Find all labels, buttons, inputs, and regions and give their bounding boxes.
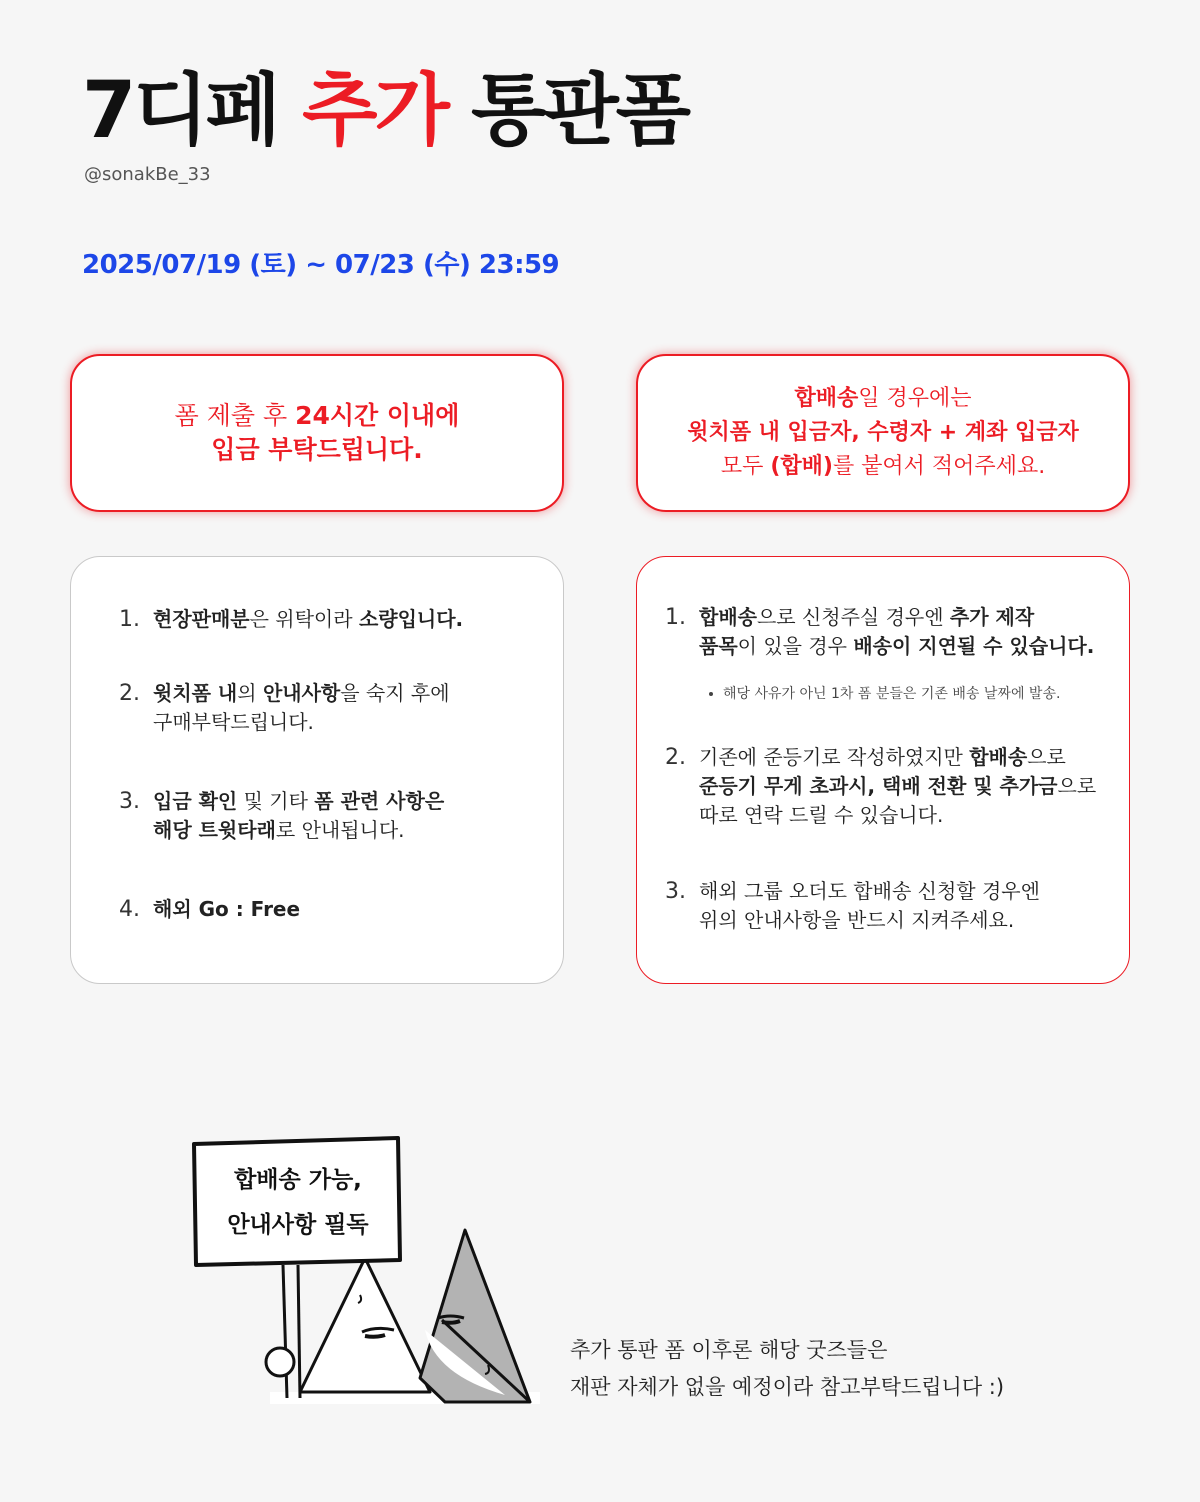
text-bold: 해외 Go : Free	[153, 897, 301, 921]
list-item-line	[699, 603, 1094, 661]
combined-notice-text-a: 모두	[720, 454, 771, 479]
text-bold: 입금 확인	[153, 789, 238, 813]
author-handle: @sonakBe_33	[84, 164, 211, 185]
combined-shipping-info-card	[636, 556, 1130, 984]
list-number: 3.	[665, 879, 686, 904]
bullet-icon	[709, 692, 713, 696]
text-normal: 해외 그룹 오더도 합배송 신청할 경우엔	[699, 879, 1040, 903]
combined-tag: (합배)	[770, 454, 833, 479]
text-bold: 품목	[699, 634, 738, 658]
list-item-line	[699, 743, 1096, 830]
text-normal: 따로 연락 드릴 수 있습니다.	[699, 803, 944, 827]
text-normal: 을 숙지 후에	[340, 681, 450, 705]
footer-line-2: 재판 자체가 없을 예정이라 참고부탁드립니다 :)	[570, 1375, 1005, 1399]
title-part-1: 7디페	[82, 66, 278, 156]
list-number: 3.	[119, 789, 140, 814]
list-number: 2.	[119, 681, 140, 706]
text-normal: 구매부탁드립니다.	[153, 710, 314, 734]
text-normal: 위의 안내사항을 반드시 지켜주세요.	[699, 908, 1015, 932]
text-bold: 현장판매분	[153, 607, 250, 631]
text-bold: 폼 관련 사항은	[314, 789, 445, 813]
page-title	[82, 66, 689, 156]
sub-note	[709, 683, 1060, 703]
title-part-2: 추가	[302, 66, 447, 156]
list-item-line	[153, 605, 463, 634]
list-item-line	[153, 787, 444, 845]
combined-notice-line-2: 윗치폼 내 입금자, 수령자 + 계좌 입금자	[687, 420, 1079, 445]
combined-notice-line-1	[794, 382, 971, 416]
sub-note-text: 해당 사유가 아닌 1차 폼 분들은 기존 배송 날짜에 발송.	[723, 686, 1061, 702]
text-normal: 으로 신청주실 경우엔	[756, 605, 950, 629]
text-bold: 준등기 무게 초과시, 택배 전환 및 추가금	[699, 774, 1058, 798]
text-bold: 합배송	[969, 745, 1028, 769]
combined-notice-text-b: 를 붙여서 적어주세요.	[832, 454, 1046, 479]
list-item-line	[153, 679, 450, 737]
text-normal: 로 안내됩니다.	[275, 818, 405, 842]
deposit-notice-card	[70, 354, 564, 512]
title-part-3: 통판폼	[470, 66, 689, 156]
deposit-notice-line-2: 입금 부탁드립니다.	[211, 435, 423, 464]
text-normal: 이 있을 경우	[737, 634, 854, 658]
text-bold: 합배송	[699, 605, 757, 629]
text-bold: 안내사항	[262, 681, 341, 705]
list-number: 1.	[665, 605, 686, 630]
general-info-card	[70, 556, 564, 984]
combined-shipping-label: 합배송	[794, 386, 859, 411]
text-normal: 으로	[1057, 774, 1097, 798]
list-item-line	[699, 877, 1040, 935]
text-normal: 은 위탁이라	[249, 607, 359, 631]
list-number: 1.	[119, 607, 140, 632]
text-bold: 소량입니다.	[358, 607, 464, 631]
sign-line-1: 합배송 가능,	[234, 1167, 362, 1193]
deposit-notice-line-1	[175, 399, 460, 433]
order-period: 2025/07/19 (토) ~ 07/23 (수) 23:59	[82, 250, 560, 280]
list-number: 2.	[665, 745, 686, 770]
text-bold: 배송이 지연될 수 있습니다.	[853, 634, 1095, 658]
list-item-line	[153, 895, 300, 924]
sign-text	[200, 1158, 396, 1248]
text-normal: 으로	[1027, 745, 1066, 769]
text-normal: 의	[237, 681, 263, 705]
list-number: 4.	[119, 897, 140, 922]
combined-shipping-notice-card	[636, 354, 1130, 512]
combined-notice-line-3	[721, 450, 1045, 484]
text-bold: 추가 제작	[949, 605, 1035, 629]
sign-line-2: 안내사항 필독	[227, 1212, 369, 1238]
footer-line-1: 추가 통판 폼 이후론 해당 굿즈들은	[570, 1338, 888, 1362]
text-normal: 및 기타	[237, 789, 315, 813]
combined-notice-text: 일 경우에는	[858, 386, 972, 411]
text-bold: 윗치폼 내	[153, 681, 238, 705]
footer-note	[570, 1332, 1004, 1406]
text-bold: 해당 트윗타래	[153, 818, 276, 842]
deposit-notice-text: 폼 제출 후	[174, 401, 296, 430]
deposit-deadline: 24시간 이내에	[295, 401, 460, 430]
text-normal: 기존에 준등기로 작성하였지만	[699, 745, 970, 769]
